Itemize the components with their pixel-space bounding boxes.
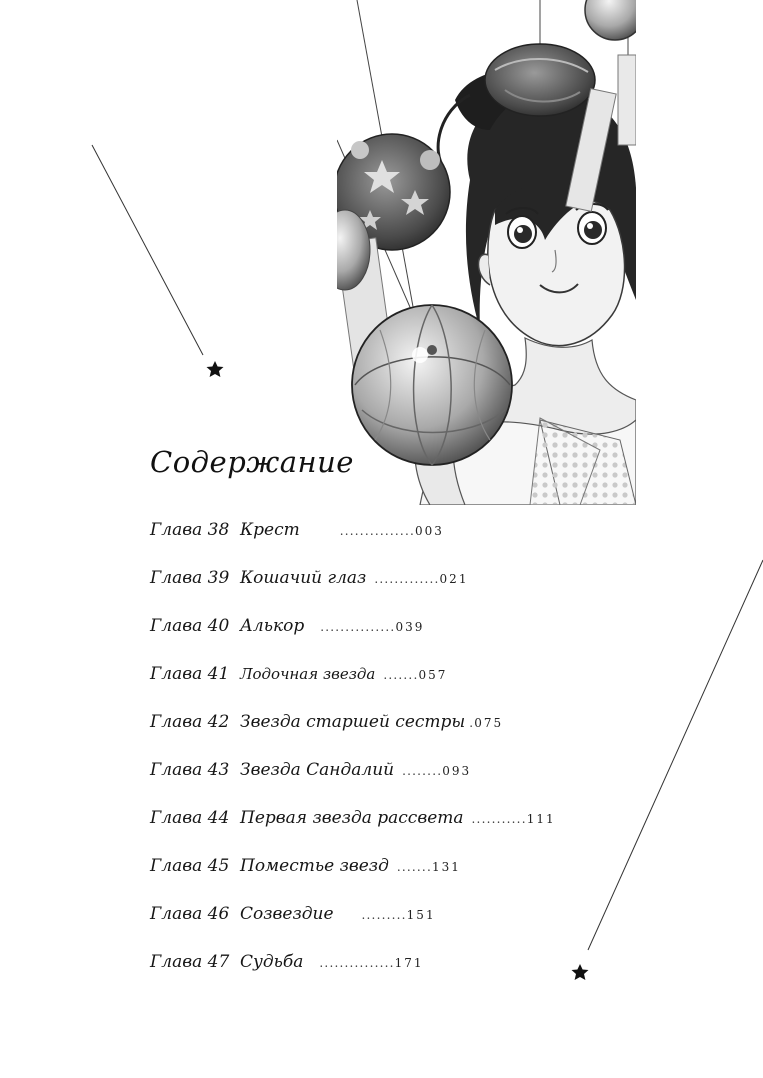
toc-leader-dots: ....... (383, 668, 419, 682)
toc-chapter-name: Первая звезда рассвета (240, 808, 464, 828)
cover-illustration (320, 0, 645, 505)
toc-chapter-name: Судьба (240, 952, 304, 972)
toc-chapter: Глава 40 (150, 616, 230, 636)
toc-page-number: 003 (414, 524, 444, 538)
toc-chapter-name: Созвездие (240, 904, 334, 924)
toc-page-number: 021 (439, 572, 469, 586)
toc-page-number: 111 (526, 812, 556, 826)
shooting-star-line (92, 145, 203, 355)
toc-chapter: Глава 39 (150, 568, 230, 588)
toc-chapter: Глава 44 (150, 808, 230, 828)
toc-entry[interactable] (150, 904, 590, 952)
shooting-star-bottom-right (572, 560, 763, 980)
toc-entry[interactable] (150, 712, 590, 760)
toc-entry[interactable] (150, 520, 590, 568)
toc-leader-dots: ......... (361, 908, 407, 922)
toc-leader-dots: . (469, 716, 475, 730)
toc-leader-dots: ............. (374, 572, 440, 586)
toc-chapter-name: Кошачий глаз (240, 568, 367, 588)
toc-entry[interactable] (150, 808, 590, 856)
toc-leader-dots: ........ (402, 764, 443, 778)
toc-leader-dots: ............... (320, 620, 396, 634)
toc-chapter-name: Поместье звезд (240, 856, 389, 876)
toc-chapter: Глава 42 (150, 712, 230, 732)
toc-page-number: 093 (442, 764, 472, 778)
shooting-star-top-left (92, 145, 224, 377)
toc-chapter: Глава 38 (150, 520, 230, 540)
toc-page-number: 131 (431, 860, 461, 874)
toc-title: Содержание (150, 445, 354, 479)
toc-page-number: 171 (394, 956, 424, 970)
toc-chapter-name: Звезда Сандалий (240, 760, 395, 780)
toc-list (150, 520, 590, 1000)
toc-chapter-name: Звезда старшей сестры (240, 712, 466, 732)
toc-page-number: 057 (418, 668, 448, 682)
toc-chapter-name: Крест (240, 520, 300, 540)
toc-page-number: 075 (474, 716, 504, 730)
toc-chapter: Глава 46 (150, 904, 230, 924)
toc-chapter-name: Алькор (240, 616, 305, 636)
toc-leader-dots: ........... (471, 812, 527, 826)
toc-entry[interactable] (150, 616, 590, 664)
toc-entry[interactable] (150, 568, 590, 616)
toc-entry[interactable] (150, 952, 590, 1000)
toc-leader-dots: ....... (396, 860, 432, 874)
toc-chapter: Глава 43 (150, 760, 230, 780)
shooting-star-line (588, 560, 763, 950)
star-icon (207, 361, 224, 377)
toc-chapter: Глава 41 (150, 664, 230, 684)
toc-entry[interactable] (150, 760, 590, 808)
toc-chapter-name: Лодочная звезда (240, 665, 376, 683)
toc-chapter: Глава 47 (150, 952, 230, 972)
wind-chime-front (352, 305, 512, 465)
toc-leader-dots: ............... (319, 956, 395, 970)
toc-chapter: Глава 45 (150, 856, 230, 876)
toc-page-number: 151 (406, 908, 436, 922)
toc-entry[interactable] (150, 856, 590, 904)
toc-page-number: 039 (395, 620, 425, 634)
toc-entry[interactable] (150, 664, 590, 712)
wind-chime-edge (320, 210, 370, 290)
toc-leader-dots: ............... (339, 524, 415, 538)
